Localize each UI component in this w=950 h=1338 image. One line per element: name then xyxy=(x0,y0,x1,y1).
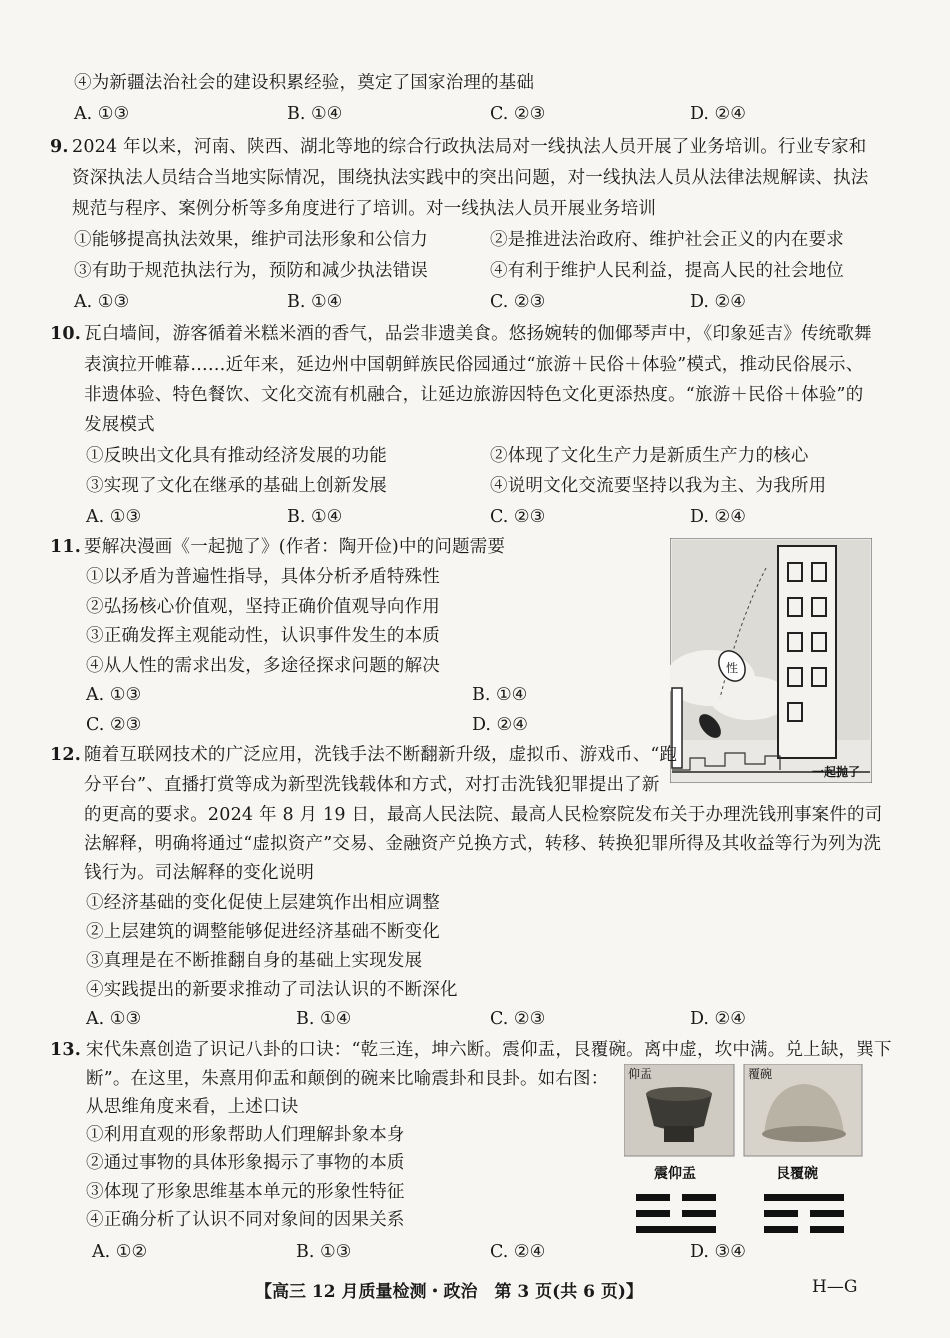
q11-item-1: ①以矛盾为普遍性指导，具体分析矛盾特殊性 xyxy=(86,567,440,587)
q13-item-3: ③体现了形象思维基本单元的形象性特征 xyxy=(86,1182,405,1202)
q10-stem-2: 表演拉开帷幕……近年来，延边州中国朝鲜族民俗园通过“旅游＋民俗＋体验”模式，推动民俗展示、 xyxy=(84,355,864,375)
q12-number: 12. xyxy=(50,745,82,765)
photo-left-label: 仰盂 xyxy=(628,1067,653,1081)
trigram-figure xyxy=(624,1064,864,1239)
q12-stem-4: 法解释，明确将通过“虚拟资产”交易、金融资产兑换方式，转移、转换犯罪所得及其收益等行为列为洗 xyxy=(84,834,882,854)
q12-stem-1: 随着互联网技术的广泛应用，洗钱手法不断翻新升级，虚拟币、游戏币、“跑 xyxy=(84,745,678,765)
q13-option-a: A. ①② xyxy=(92,1242,148,1262)
q12-stem-5: 钱行为。司法解释的变化说明 xyxy=(84,863,315,883)
prev-option-a: A. ①③ xyxy=(74,104,130,124)
q12-item-3: ③真理是在不断推翻自身的基础上实现发展 xyxy=(86,951,423,971)
q12-option-d: D. ②④ xyxy=(690,1009,746,1029)
q13-number: 13. xyxy=(50,1040,82,1060)
q10-option-d: D. ②④ xyxy=(690,507,746,527)
page-footer: 【高三 12 月质量检测・政治 第 3 页(共 6 页)】 xyxy=(255,1282,643,1302)
caption-zhen: 震仰盂 xyxy=(654,1166,696,1182)
q13-stem-2: 断”。在这里，朱熹用仰盂和颠倒的碗来比喻震卦和艮卦。如右图： xyxy=(86,1069,609,1089)
q10-number: 10. xyxy=(50,324,82,344)
q10-option-c: C. ②③ xyxy=(490,507,546,527)
q13-item-2: ②通过事物的具体形象揭示了事物的本质 xyxy=(86,1153,405,1173)
q10-stem-1: 瓦白墙间，游客循着米糕米酒的香气，品尝非遗美食。悠扬婉转的伽倻琴声中，《印象延吉》传统歌舞 xyxy=(84,324,872,344)
q10-item-3: ③实现了文化在继承的基础上创新发展 xyxy=(86,476,387,496)
q11-item-4: ④从人性的需求出发，多途径探求问题的解决 xyxy=(86,656,440,676)
prev-option-d: D. ②④ xyxy=(690,104,746,124)
q12-option-a: A. ①③ xyxy=(86,1009,142,1029)
q10-item-1: ①反映出文化具有推动经济发展的功能 xyxy=(86,446,387,466)
cartoon-caption: 一起抛了 xyxy=(812,765,861,779)
q9-item-1: ①能够提高执法效果，维护司法形象和公信力 xyxy=(74,230,428,250)
q9-item-2: ②是推进法治政府、维护社会正义的内在要求 xyxy=(490,230,844,250)
q12-stem-3: 的更高的要求。2024 年 8 月 19 日，最高人民法院、最高人民检察院发布关于办理洗钱刑事案件的司 xyxy=(84,805,883,825)
q10-option-a: A. ①③ xyxy=(86,507,142,527)
q11-option-b: B. ①④ xyxy=(472,685,528,705)
photo-right-label: 覆碗 xyxy=(748,1067,773,1081)
q12-stem-2: 分平台”、直播打赏等成为新型洗钱载体和方式，对打击洗钱犯罪提出了新 xyxy=(84,775,660,795)
q13-option-c: C. ②④ xyxy=(490,1242,546,1262)
q9-number: 9. xyxy=(50,137,69,157)
q10-option-b: B. ①④ xyxy=(287,507,343,527)
q9-stem-2: 资深执法人员结合当地实际情况，围绕执法实践中的突出问题，对一线执法人员从法律法规解读、执法 xyxy=(72,168,869,188)
q10-stem-4: 发展模式 xyxy=(84,415,155,435)
q12-option-c: C. ②③ xyxy=(490,1009,546,1029)
q13-stem-3: 从思维角度来看，上述口诀 xyxy=(86,1097,299,1117)
q13-item-4: ④正确分析了认识不同对象间的因果关系 xyxy=(86,1210,405,1230)
q12-item-1: ①经济基础的变化促使上层建筑作出相应调整 xyxy=(86,893,440,913)
gen-trigram-icon xyxy=(764,1192,844,1236)
q12-option-b: B. ①④ xyxy=(296,1009,352,1029)
prev-option-c: C. ②③ xyxy=(490,104,546,124)
q11-item-2: ②弘扬核心价值观，坚持正确价值观导向作用 xyxy=(86,597,440,617)
q9-option-d: D. ②④ xyxy=(690,292,746,312)
q10-item-4: ④说明文化交流要坚持以我为主、为我所用 xyxy=(490,476,827,496)
prev-option-b: B. ①④ xyxy=(287,104,343,124)
q9-stem-1: 2024 年以来，河南、陕西、湖北等地的综合行政执法局对一线执法人员开展了业务培训。行业专家和 xyxy=(72,137,867,157)
q11-item-3: ③正确发挥主观能动性，认识事件发生的本质 xyxy=(86,626,440,646)
paper-code: H—G xyxy=(812,1277,858,1297)
q10-stem-3: 非遗体验、特色餐饮、文化交流有机融合，让延边旅游因特色文化更添热度。“旅游＋民俗＋体验”的 xyxy=(84,385,864,405)
q12-item-4: ④实践提出的新要求推动了司法认识的不断深化 xyxy=(86,980,458,1000)
q9-item-4: ④有利于维护人民利益，提高人民的社会地位 xyxy=(490,261,844,281)
cartoon-illustration xyxy=(670,538,872,783)
q13-option-d: D. ③④ xyxy=(690,1242,746,1262)
q9-option-a: A. ①③ xyxy=(74,292,130,312)
q11-stem-1: 要解决漫画《一起抛了》(作者：陶开俭)中的问题需要 xyxy=(84,537,506,557)
q11-number: 11. xyxy=(50,537,82,557)
q12-item-2: ②上层建筑的调整能够促进经济基础不断变化 xyxy=(86,922,440,942)
q13-item-1: ①利用直观的形象帮助人们理解卦象本身 xyxy=(86,1125,405,1145)
caption-gen: 艮覆碗 xyxy=(776,1166,818,1182)
q9-option-c: C. ②③ xyxy=(490,292,546,312)
q11-option-c: C. ②③ xyxy=(86,715,142,735)
q9-item-3: ③有助于规范执法行为，预防和减少执法错误 xyxy=(74,261,428,281)
q11-option-a: A. ①③ xyxy=(86,685,142,705)
q10-item-2: ②体现了文化生产力是新质生产力的核心 xyxy=(490,446,809,466)
cartoon-label: 性 xyxy=(726,661,739,675)
q13-option-b: B. ①③ xyxy=(296,1242,352,1262)
prev-item-4: ④为新疆法治社会的建设积累经验，奠定了国家治理的基础 xyxy=(74,73,535,93)
q9-option-b: B. ①④ xyxy=(287,292,343,312)
q11-option-d: D. ②④ xyxy=(472,715,528,735)
q13-stem-1: 宋代朱熹创造了识记八卦的口诀：“乾三连，坤六断。震仰盂，艮覆碗。离中虚，坎中满。兑上缺，巽下 xyxy=(86,1040,892,1060)
q9-stem-3: 规范与程序、案例分析等多角度进行了培训。对一线执法人员开展业务培训 xyxy=(72,199,657,219)
zhen-trigram-icon xyxy=(636,1192,716,1236)
cartoon-figure xyxy=(670,538,872,783)
